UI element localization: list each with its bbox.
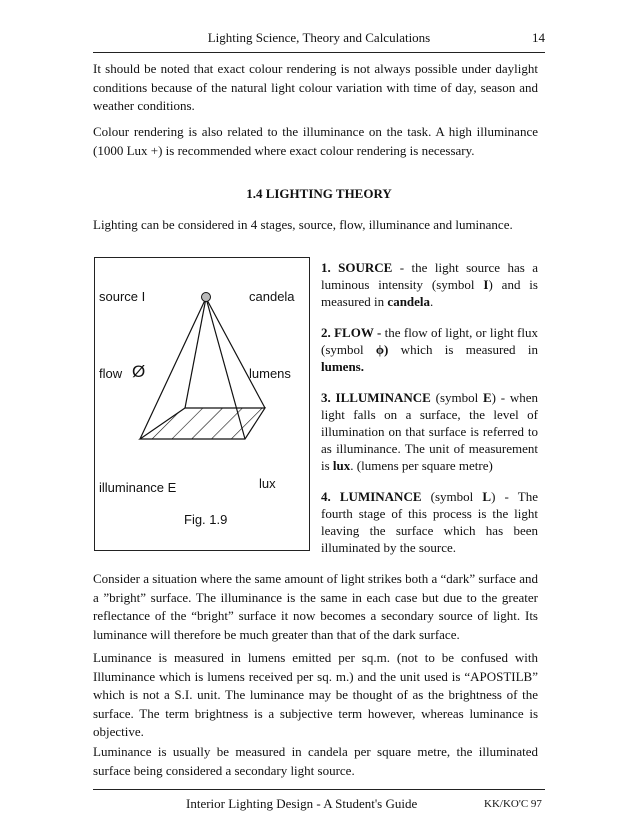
pyramid-edge-back-right <box>206 298 265 408</box>
figure-label-flow: flow <box>99 366 123 381</box>
stage-illuminance-symbol: E <box>482 390 492 405</box>
stage-illuminance-heading: 3. ILLUMINANCE <box>321 390 431 405</box>
header-rule <box>93 52 545 53</box>
stage-flow <box>321 324 538 375</box>
paragraph-luminance-candela: Luminance is usually be measured in candela per square metre, the illuminated surface being considered a secondary light source. <box>93 744 538 778</box>
paragraph-dark-bright-surface: Consider a situation where the same amount of light strikes both a “dark” surface and a ”bright” surface. The illuminance is the same in each case but due to the greater reflectance of the “bright” surface it now becomes a secondary source of light. Its luminance will therefore be much greater than that of the dark surface. <box>93 571 538 642</box>
stage-illuminance <box>321 389 538 474</box>
figure-label-source: source I <box>99 289 146 304</box>
stage-luminance <box>321 488 538 556</box>
stage-flow-symbol: ϕ) <box>375 342 389 357</box>
stage-source-text-2: ) and is measured in <box>321 277 538 309</box>
footer-title: Interior Lighting Design - A Student's Guide <box>186 796 418 811</box>
stage-source <box>321 259 538 310</box>
stage-luminance-symbol: L <box>482 489 492 504</box>
paragraph-four-stages: Lighting can be considered in 4 stages, source, flow, illuminance and luminance. <box>93 217 513 232</box>
stage-source-symbol: I <box>483 277 489 292</box>
stage-illuminance-unit: lux <box>332 458 351 473</box>
stage-flow-heading: 2. FLOW - <box>321 325 382 340</box>
stage-source-text: - the light source has a luminous intensity (symbol <box>321 260 538 292</box>
stage-illuminance-text: (symbol <box>430 390 483 405</box>
figure-label-illuminance: illuminance E <box>99 480 177 495</box>
running-header-title: Lighting Science, Theory and Calculations <box>207 30 431 45</box>
stage-luminance-heading: 4. LUMINANCE <box>321 489 422 504</box>
stage-flow-text: the flow of light, or light flux (symbol <box>321 325 538 357</box>
paragraph-colour-daylight: It should be noted that exact colour rendering is not always possible under daylight conditions because of the natural light colour variation with time of day, season and weather conditions. <box>93 61 538 113</box>
footer-rule <box>93 789 545 790</box>
flux-symbol-icon: Ø <box>132 362 146 381</box>
figure-caption: Fig. 1.9 <box>184 512 228 527</box>
stages-column <box>321 259 538 570</box>
illuminated-surface <box>140 408 265 439</box>
page-number: 14 <box>532 30 545 45</box>
stage-source-text-3: . <box>430 294 434 309</box>
section-heading: 1.4 LIGHTING THEORY <box>246 186 392 201</box>
stage-flow-unit: lumens. <box>321 359 364 374</box>
stage-illuminance-text-2: ) - when light falls on a surface, the level of illumination on that surface is referred to as illuminance. The unit of measurement is <box>321 390 538 473</box>
pyramid-edge-back-left <box>185 298 206 408</box>
stage-luminance-text: (symbol <box>421 489 483 504</box>
paragraph-luminance-apostilb: Luminance is measured in lumens emitted per sq.m. (not to be confused with Illuminance which is lumens received per sq. m.) and the unit used is “APOSTILB” which is not a S.I. unit. The luminance may be thought of as the brightness of the surface. The term brightness is a subjective term however, whereas luminance is objective. <box>93 650 538 739</box>
stage-luminance-text-2: ) - The fourth stage of this process is the light leaving the surface which has been illuminated by the source. <box>321 489 538 555</box>
figure-lighting-pyramid <box>94 257 310 551</box>
stage-illuminance-text-3: . (lumens per square metre) <box>350 458 493 473</box>
footer-code: KK/KO'C 97 <box>484 798 542 810</box>
stage-source-unit: candela <box>387 294 431 309</box>
figure-label-lumens: lumens <box>249 366 291 381</box>
stage-source-heading: 1. SOURCE <box>321 260 393 275</box>
figure-label-lux: lux <box>259 476 276 491</box>
figure-label-candela: candela <box>249 289 295 304</box>
light-source-point <box>202 293 211 302</box>
paragraph-colour-illuminance: Colour rendering is also related to the illuminance on the task. A high illuminance (1000 Lux +) is recommended where exact colour rendering is necessary. <box>93 124 538 158</box>
stage-flow-text-2: which is measured in <box>388 342 538 357</box>
